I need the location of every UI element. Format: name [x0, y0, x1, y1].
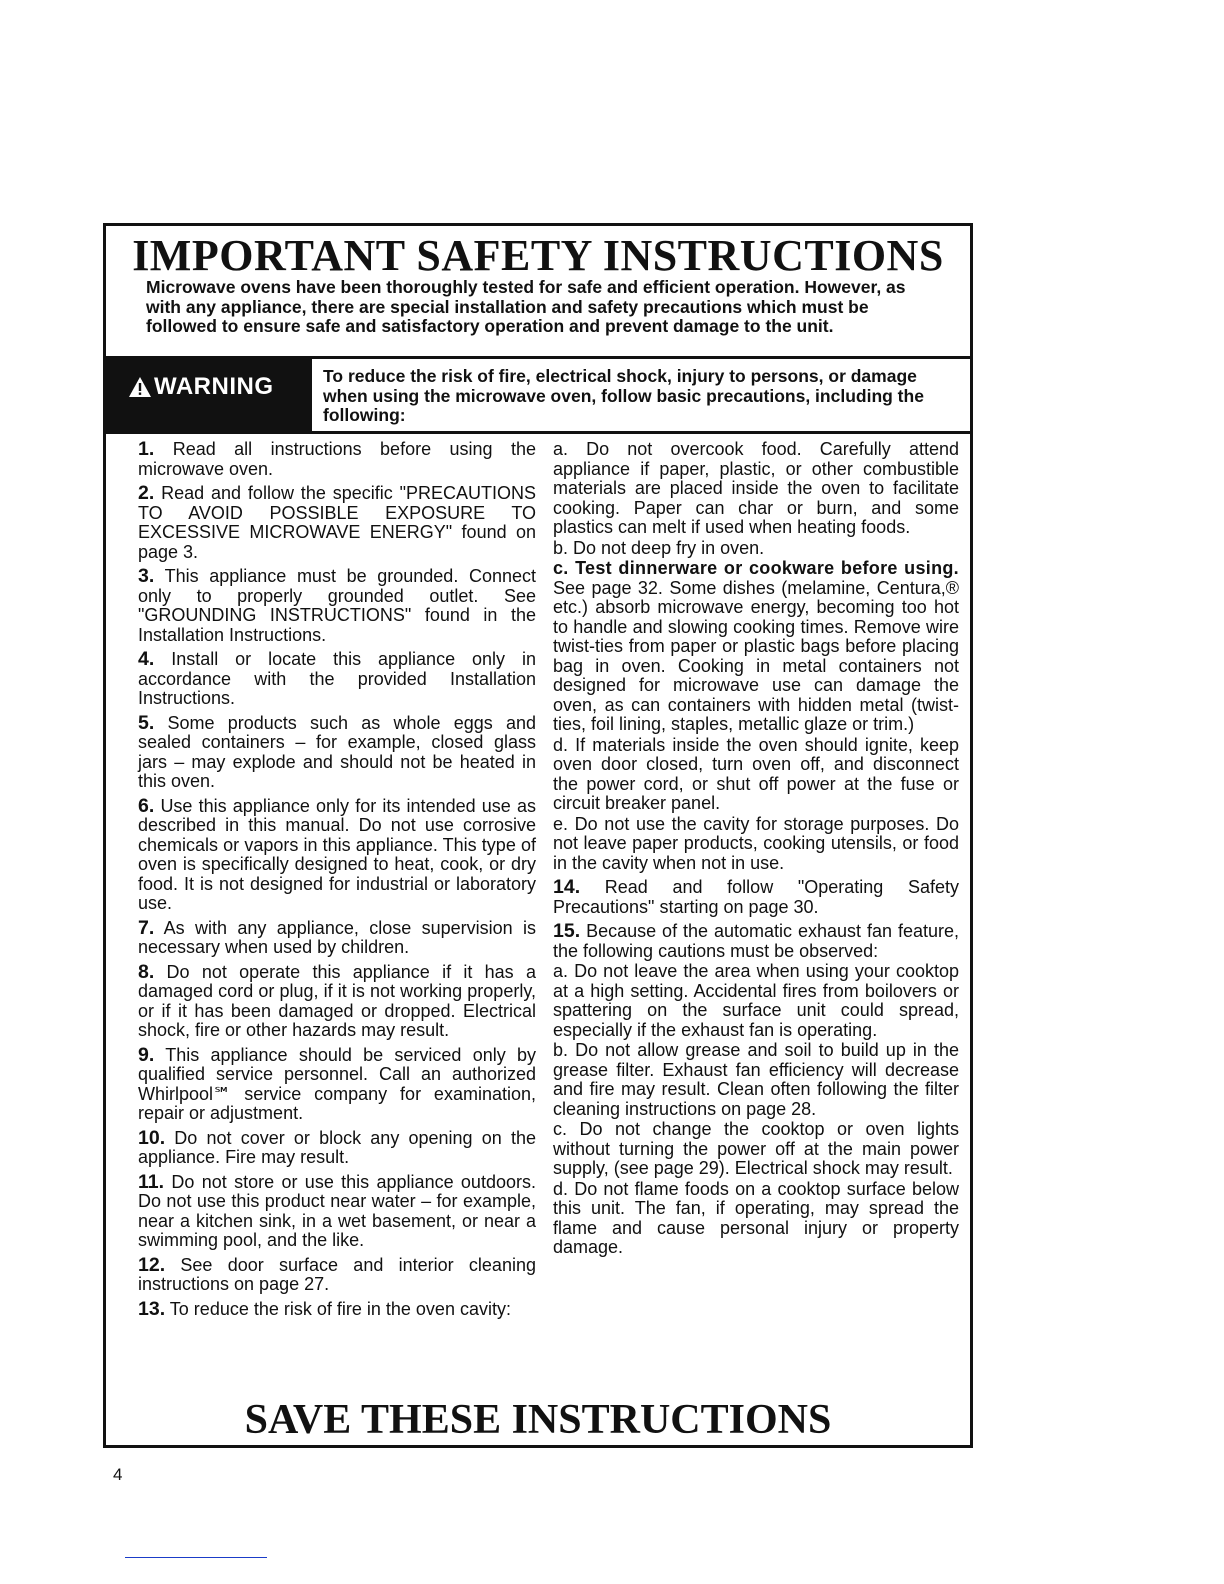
divider	[312, 431, 970, 434]
warning-text: To reduce the risk of fire, electrical shock, injury to persons, or damage when using the microwave oven, follow basic precautions, including the following:	[323, 366, 924, 425]
warning-label: WARNING	[154, 373, 274, 400]
sub-item: b. Do not allow grease and soil to build up in the grease filter. Exhaust fan efficiency will decrease and fire may result. Clean often following the filter cleaning instructions on page 28.	[553, 1040, 959, 1119]
list-item: 8. Do not operate this appliance if it has a damaged cord or plug, if it is not working properly, or if it has been damaged or dropped. Electrical shock, fire or other hazards may result.	[138, 960, 536, 1040]
safety-frame	[103, 223, 973, 1448]
sub-item: a. Do not overcook food. Carefully attend appliance if paper, plastic, or other combustible materials are placed inside the oven to facilitate cooking. Paper can char or burn, and some plastics can melt if used when heating foods.	[553, 439, 959, 537]
warning-box	[106, 359, 312, 434]
list-item: 7. As with any appliance, close supervision is necessary when used by children.	[138, 916, 536, 957]
list-item: 13. To reduce the risk of fire in the oven cavity:	[138, 1297, 511, 1320]
page-number: 4	[113, 1465, 123, 1484]
footer-title: SAVE THESE INSTRUCTIONS	[244, 1397, 832, 1443]
list-item: 14. Read and follow "Operating Safety Precautions" starting on page 30.	[553, 876, 959, 917]
list-item: 9. This appliance should be serviced only by qualified service personnel. Call an authorized Whirlpool℠ service company for examination, repair or adjustment.	[138, 1043, 536, 1123]
list-item: 5. Some products such as whole eggs and sealed containers – for example, closed glass jars – may explode and should not be heated in this oven.	[138, 711, 536, 791]
list-item: 2. Read and follow the specific "PRECAUTIONS TO AVOID POSSIBLE EXPOSURE TO EXCESSIVE MICROWAVE ENERGY" found on page 3.	[138, 482, 536, 562]
list-item: 11. Do not store or use this appliance outdoors. Do not use this product near water – for example, near a kitchen sink, in a wet basement, or near a swimming pool, and the like.	[138, 1170, 536, 1250]
warning-triangle-icon	[128, 376, 152, 398]
sub-item: e. Do not use the cavity for storage purposes. Do not leave paper products, cooking utensils, or food in the cavity when not in use.	[553, 813, 959, 873]
list-item: 4. Install or locate this appliance only in accordance with the provided Installation Instructions.	[138, 648, 536, 708]
list-item: 15. Because of the automatic exhaust fan feature, the following cautions must be observed:	[553, 920, 959, 961]
sub-item: c. Do not change the cooktop or oven lights without turning the power off at the main power supply, (see page 29). Electrical shock may result.	[553, 1119, 959, 1178]
left-column	[138, 440, 536, 1324]
divider	[125, 1557, 267, 1558]
list-item: 10. Do not cover or block any opening on the appliance. Fire may result.	[138, 1126, 536, 1167]
sub-item: d. If materials inside the oven should ignite, keep oven door closed, turn oven off, and disconnect the power cord, or shut off power at the fuse or circuit breaker panel.	[553, 734, 959, 813]
sub-item: a. Do not leave the area when using your cooktop at a high setting. Accidental fires from boilovers or spattering on the surface unit could spread, especially if the exhaust fan is operating.	[553, 961, 959, 1040]
page-title: IMPORTANT SAFETY INSTRUCTIONS	[132, 231, 944, 280]
sub-item: d. Do not flame foods on a cooktop surface below this unit. The fan, if operating, may spread the flame and cause personal injury or property damage.	[553, 1178, 959, 1257]
sub-item: c. Test dinnerware or cookware before using. See page 32. Some dishes (melamine, Centura,® etc.) absorb microwave energy, becoming too hot to handle and slowing cooking times. Remove wire twist-ties from paper or plastic bags before placing bag in oven. Cooking in metal containers not designed for microwave use can damage the oven, as can containers with hidden metal (twist-ties, foil lining, staples, metallic glaze or trim.)	[553, 558, 959, 734]
intro-text: Microwave ovens have been thoroughly tested for safe and efficient operation. However, as with any appliance, there are special installation and safety precautions which must be followed to ensure safe and satisfactory operation and prevent damage to the unit.	[146, 277, 906, 336]
list-item: 6. Use this appliance only for its intended use as described in this manual. Do not use corrosive chemicals or vapors in this appliance. This type of oven is specifically designed to heat, cook, or dry food. It is not designed for industrial or laboratory use.	[138, 794, 536, 913]
list-item: 3. This appliance must be grounded. Connect only to properly grounded outlet. See "GROUNDING INSTRUCTIONS" found in the Installation Instructions.	[138, 565, 536, 645]
list-item: 1. Read all instructions before using the microwave oven.	[138, 438, 536, 479]
list-item: 12. See door surface and interior cleaning instructions on page 27.	[138, 1253, 536, 1294]
right-column	[553, 440, 959, 1259]
sub-item: b. Do not deep fry in oven.	[553, 537, 765, 558]
